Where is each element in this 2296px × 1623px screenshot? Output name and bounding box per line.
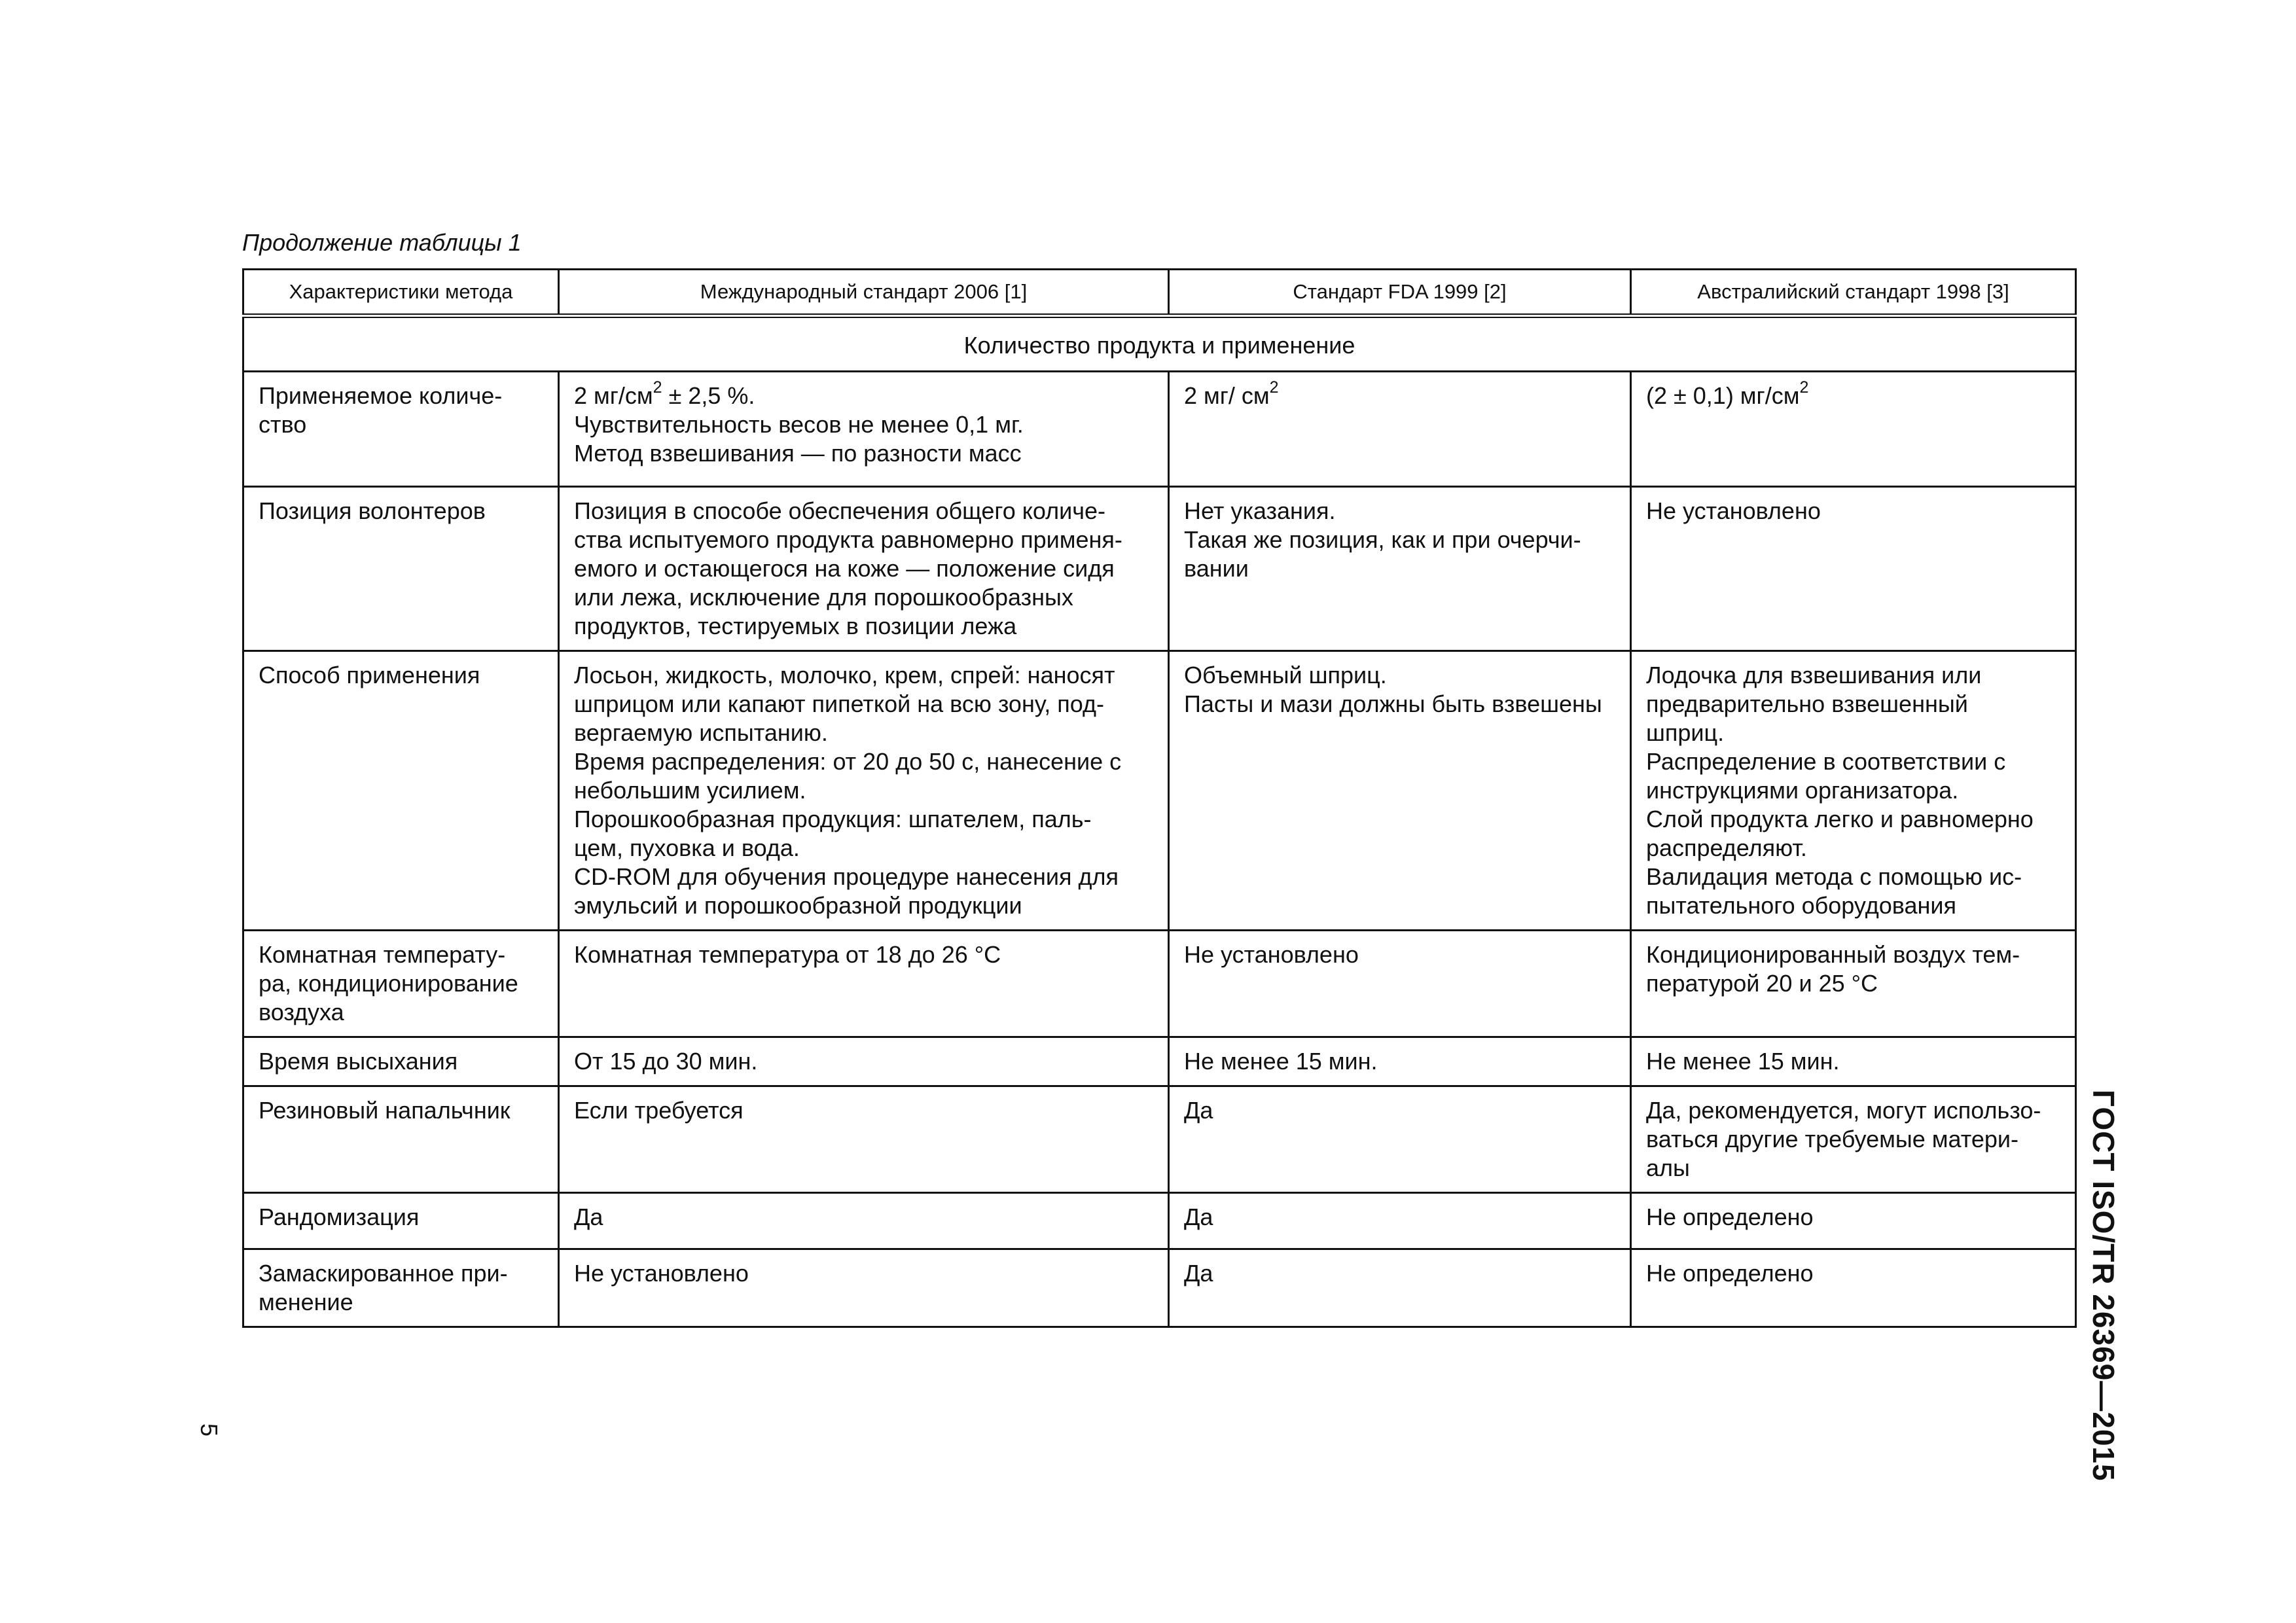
table-row	[243, 1037, 2076, 1086]
table-cell	[1631, 651, 2076, 931]
cell-line: Время высыхания	[259, 1048, 458, 1075]
cell-line: ства испытуемого продукта равномерно применя-	[574, 526, 1122, 553]
cell-line: ство	[259, 411, 307, 438]
table-row	[243, 487, 2076, 651]
section-title: Количество продукта и применение	[243, 316, 2076, 372]
cell-line: менение	[259, 1289, 353, 1315]
table-cell	[1169, 1086, 1631, 1193]
cell-line: Да	[1184, 1097, 1213, 1124]
cell-line: Не определено	[1646, 1204, 1814, 1230]
table-cell	[559, 1037, 1169, 1086]
table-header-row	[243, 270, 2076, 316]
table-cell	[1169, 487, 1631, 651]
cell-line: Слой продукта легко и равномерно	[1646, 806, 2034, 832]
table-cell	[1631, 1037, 2076, 1086]
document-standard-title: ГОСТ ISO/TR 26369—2015	[2087, 1090, 2121, 1482]
cell-line: ваться другие требуемые матери-	[1646, 1126, 2019, 1152]
cell-line: Не установлено	[1646, 497, 1821, 524]
cell-line: вании	[1184, 555, 1249, 582]
cell-line: ра, кондиционирование	[259, 970, 518, 997]
cell-line: Позиция волонтеров	[259, 497, 486, 524]
table-row	[243, 651, 2076, 931]
table-row	[243, 372, 2076, 487]
table-cell	[1631, 931, 2076, 1037]
table-cell	[243, 1037, 559, 1086]
table-row	[243, 1086, 2076, 1193]
value-text: ± 2,5 %.	[662, 382, 755, 409]
value-text: 2 мг/ см	[1184, 382, 1270, 409]
table-cell	[559, 1249, 1169, 1327]
table-row	[243, 1193, 2076, 1249]
comparison-table	[242, 268, 2077, 1328]
table-cell	[1169, 1193, 1631, 1249]
cell-line: воздуха	[259, 999, 344, 1026]
cell-line: пературой 20 и 25 °С	[1646, 970, 1878, 997]
table-cell	[243, 372, 559, 487]
cell-line: эмульсий и порошкообразной продукции	[574, 892, 1022, 919]
cell-line: Не менее 15 мин.	[1184, 1048, 1378, 1075]
table-cell	[559, 1193, 1169, 1249]
cell-line: цем, пуховка и вода.	[574, 834, 800, 861]
cell-line: алы	[1646, 1154, 1690, 1181]
value-text: 2 мг/см	[574, 382, 653, 409]
table-cell	[1169, 372, 1631, 487]
cell-line: Рандомизация	[259, 1204, 420, 1230]
header-method-characteristics: Характеристики метода	[243, 270, 559, 316]
cell-line: предварительно взвешенный	[1646, 690, 1968, 717]
cell-line: распределяют.	[1646, 834, 1807, 861]
cell-line: Порошкообразная продукция: шпателем, паль-	[574, 806, 1092, 832]
table-cell	[1169, 1037, 1631, 1086]
cell-line: Если требуется	[574, 1097, 744, 1124]
cell-line: Резиновый напальчник	[259, 1097, 511, 1124]
cell-line: Нет указания.	[1184, 497, 1336, 524]
header-fda-standard: Стандарт FDA 1999 [2]	[1169, 270, 1631, 316]
cell-line: продуктов, тестируемых в позиции лежа	[574, 613, 1017, 639]
cell-line: От 15 до 30 мин.	[574, 1048, 758, 1075]
table-cell	[243, 1086, 559, 1193]
table-cell	[1169, 931, 1631, 1037]
section-row	[243, 316, 2076, 372]
cell-line: пытательного оборудования	[1646, 892, 1956, 919]
cell-line: емого и остающегося на коже — положение сидя	[574, 555, 1115, 582]
cell-line	[1646, 378, 2062, 410]
cell-line: Время распределения: от 20 до 50 с, нанесение с	[574, 748, 1122, 775]
table-cell	[1631, 1193, 2076, 1249]
cell-line: Такая же позиция, как и при очерчи-	[1184, 526, 1581, 553]
cell-line: небольшим усилием.	[574, 777, 806, 804]
cell-line: шприц.	[1646, 719, 1725, 746]
cell-line: Применяемое количе-	[259, 382, 503, 409]
table-cell	[1631, 487, 2076, 651]
table-cell	[1631, 1249, 2076, 1327]
cell-line: Да	[1184, 1260, 1213, 1287]
table-cell	[559, 487, 1169, 651]
cell-line: Комнатная температура от 18 до 26 °С	[574, 941, 1001, 968]
table-caption: Продолжение таблицы 1	[242, 229, 522, 256]
header-international-standard: Международный стандарт 2006 [1]	[559, 270, 1169, 316]
cell-line	[1184, 378, 1617, 410]
cell-line: Не установлено	[574, 1260, 749, 1287]
table-cell	[559, 372, 1169, 487]
cell-line: Да	[574, 1204, 603, 1230]
table-cell	[559, 931, 1169, 1037]
table-cell	[243, 1249, 559, 1327]
cell-line: или лежа, исключение для порошкообразных	[574, 584, 1073, 611]
page-number: 5	[196, 1423, 223, 1437]
cell-line: шприцом или капают пипеткой на всю зону, под-	[574, 690, 1104, 717]
cell-line: Лосьон, жидкость, молочко, крем, спрей: наносят	[574, 662, 1115, 688]
superscript: 2	[1269, 378, 1279, 397]
cell-line: Кондиционированный воздух тем-	[1646, 941, 2020, 968]
header-australian-standard: Австралийский стандарт 1998 [3]	[1631, 270, 2076, 316]
table-cell	[243, 487, 559, 651]
cell-line: Не определено	[1646, 1260, 1814, 1287]
cell-line: Пасты и мази должны быть взвешены	[1184, 690, 1602, 717]
table-cell	[559, 1086, 1169, 1193]
table-cell	[1631, 1086, 2076, 1193]
table-cell	[243, 651, 559, 931]
cell-line: инструкциями организатора.	[1646, 777, 1959, 804]
cell-line: Распределение в соответствии с	[1646, 748, 2006, 775]
cell-line: Замаскированное при-	[259, 1260, 508, 1287]
cell-line: Объемный шприц.	[1184, 662, 1387, 688]
table-cell	[559, 651, 1169, 931]
table-cell	[1169, 1249, 1631, 1327]
cell-line: Способ применения	[259, 662, 480, 688]
cell-line: Валидация метода с помощью ис-	[1646, 863, 2022, 890]
cell-line: Позиция в способе обеспечения общего количе-	[574, 497, 1105, 524]
cell-line: Да, рекомендуется, могут использо-	[1646, 1097, 2041, 1124]
cell-line: Не менее 15 мин.	[1646, 1048, 1840, 1075]
value-text: (2 ± 0,1) мг/см	[1646, 382, 1800, 409]
cell-line: Метод взвешивания — по разности масс	[574, 440, 1022, 467]
cell-line: CD-ROM для обучения процедуре нанесения для	[574, 863, 1119, 890]
table-cell	[1169, 651, 1631, 931]
cell-line: Комнатная температу-	[259, 941, 506, 968]
cell-line: Не установлено	[1184, 941, 1359, 968]
table-row	[243, 931, 2076, 1037]
table-cell	[243, 931, 559, 1037]
table-cell	[1631, 372, 2076, 487]
superscript: 2	[1799, 378, 1809, 397]
cell-line: вергаемую испытанию.	[574, 719, 828, 746]
table-cell	[243, 1193, 559, 1249]
table-row	[243, 1249, 2076, 1327]
cell-line: Лодочка для взвешивания или	[1646, 662, 1982, 688]
cell-line: Да	[1184, 1204, 1213, 1230]
cell-line	[574, 378, 1155, 410]
cell-line: Чувствительность весов не менее 0,1 мг.	[574, 411, 1024, 438]
superscript: 2	[653, 378, 662, 397]
